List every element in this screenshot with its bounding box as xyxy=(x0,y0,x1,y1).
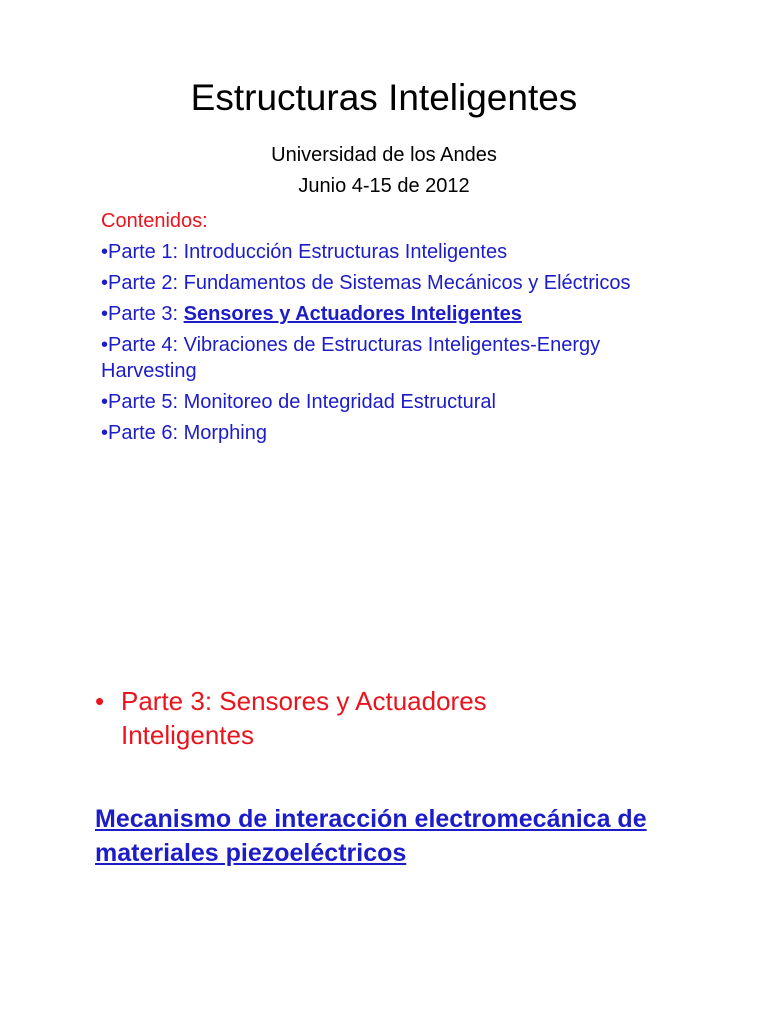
contents-item-parte-4: •Parte 4: Vibraciones de Estructuras Inteligentes-Energy Harvesting xyxy=(101,334,601,382)
section-heading-text: Parte 3: Sensores y Actuadores Inteligentes xyxy=(121,686,487,750)
section-heading xyxy=(95,684,615,752)
piezoelectric-mechanism-link[interactable]: Mecanismo de interacción electromecánica de materiales piezoeléctricos xyxy=(95,805,647,867)
course-dates: Junio 4-15 de 2012 xyxy=(298,175,470,197)
contents-item-parte-3 xyxy=(101,301,701,327)
page-title: Estructuras Inteligentes xyxy=(190,77,578,118)
institution-name: Universidad de los Andes xyxy=(271,144,497,166)
contents-item-parte-3-link[interactable]: Sensores y Actuadores Inteligentes xyxy=(183,303,522,325)
contents-list xyxy=(101,208,701,451)
contents-item-parte-6: •Parte 6: Morphing xyxy=(101,422,267,444)
contents-item-parte-1: •Parte 1: Introducción Estructuras Inteligentes xyxy=(101,241,508,263)
contents-item-parte-3-prefix: •Parte 3: xyxy=(101,303,184,325)
contents-item-parte-2: •Parte 2: Fundamentos de Sistemas Mecánicos y Eléctricos xyxy=(101,272,631,294)
contents-heading: Contenidos: xyxy=(101,210,208,232)
section-bullet: • xyxy=(95,686,105,716)
contents-item-parte-5: •Parte 5: Monitoreo de Integridad Estructural xyxy=(101,391,496,413)
